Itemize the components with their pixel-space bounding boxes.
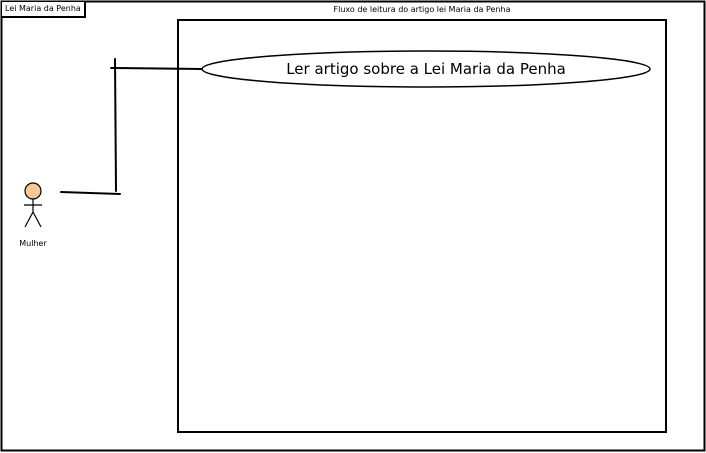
- actor-label: Mulher: [19, 239, 47, 248]
- actor-head: [25, 183, 41, 199]
- actor-right-leg: [33, 212, 41, 227]
- actor-figure[interactable]: [24, 183, 42, 227]
- frame-title: Lei Maria da Penha: [2, 2, 86, 18]
- actor-left-leg: [25, 212, 33, 227]
- system-boundary-title: Fluxo de leitura do artigo lei Maria da Penha: [333, 5, 511, 14]
- usecase-label: Ler artigo sobre a Lei Maria da Penha: [286, 60, 566, 78]
- association-line[interactable]: [61, 59, 202, 194]
